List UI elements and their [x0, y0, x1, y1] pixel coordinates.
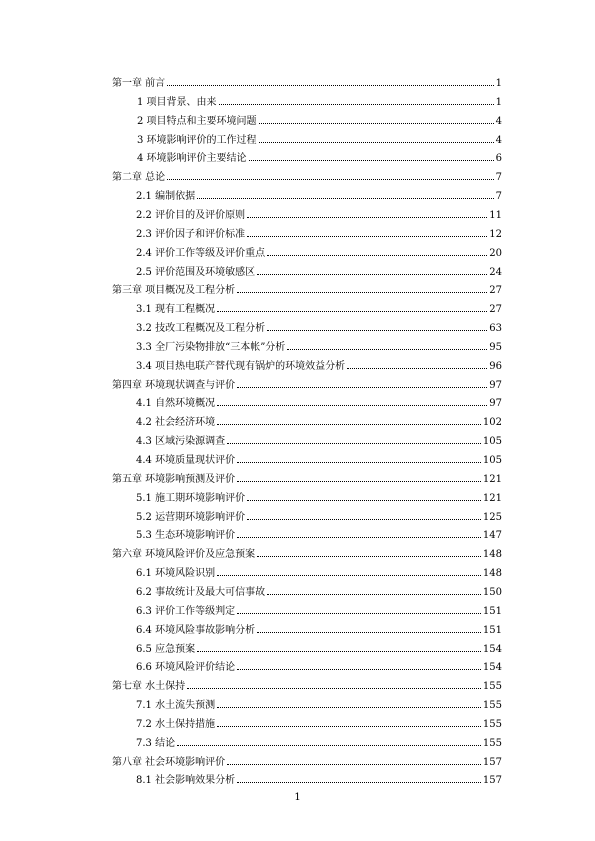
- toc-chapter-entry[interactable]: [112, 752, 502, 769]
- toc-entry-page-number: 6: [495, 153, 502, 165]
- toc-entry-title: 6.2 事故统计及最大可信事故: [136, 586, 266, 598]
- toc-dot-leader: [267, 255, 487, 256]
- toc-section-entry[interactable]: [136, 205, 502, 222]
- toc-entry-title: 2 项目特点和主要环境问题: [137, 115, 257, 127]
- toc-entry-page-number: 96: [489, 360, 502, 372]
- toc-entry-title: 6.6 环境风险评价结论: [136, 662, 236, 674]
- toc-dot-leader: [237, 462, 481, 463]
- toc-section-entry[interactable]: [136, 450, 502, 467]
- toc-entry-title: 3.4 项目热电联产替代现有锅炉的环境效益分析: [136, 360, 346, 372]
- toc-entry-title: 3 环境影响评价的工作过程: [137, 134, 257, 146]
- toc-entry-page-number: 11: [489, 209, 502, 221]
- toc-entry-title: 5.3 生态环境影响评价: [136, 530, 236, 542]
- toc-section-entry[interactable]: [136, 393, 502, 410]
- toc-chapter-entry[interactable]: [112, 544, 502, 561]
- toc-entry-title: 第二章 总论: [112, 172, 166, 184]
- toc-dot-leader: [187, 688, 481, 689]
- toc-entry-page-number: 147: [482, 530, 502, 542]
- toc-dot-leader: [267, 330, 487, 331]
- toc-dot-leader: [247, 217, 487, 218]
- toc-section-entry[interactable]: [136, 488, 502, 505]
- toc-entry-page-number: 12: [489, 228, 502, 240]
- toc-entry-page-number: 150: [482, 586, 502, 598]
- toc-entry-title: 7.3 结论: [136, 737, 176, 749]
- toc-dot-leader: [247, 500, 481, 501]
- toc-dot-leader: [177, 745, 481, 746]
- toc-entry-page-number: 155: [482, 737, 502, 749]
- toc-section-entry[interactable]: [136, 563, 502, 580]
- toc-chapter-entry[interactable]: [112, 280, 502, 297]
- toc-entry-page-number: 148: [482, 549, 502, 561]
- toc-chapter-entry[interactable]: [112, 469, 502, 486]
- toc-entry-page-number: 7: [495, 191, 502, 203]
- toc-section-entry[interactable]: [136, 318, 502, 335]
- toc-entry-title: 2.2 评价目的及评价原则: [136, 209, 246, 221]
- toc-entry-page-number: 155: [482, 718, 502, 730]
- toc-entry-title: 4.3 区域污染源调查: [136, 436, 226, 448]
- toc-section-entry[interactable]: [136, 507, 502, 524]
- toc-dot-leader: [237, 387, 487, 388]
- toc-entry-page-number: 63: [489, 323, 502, 335]
- toc-entry-page-number: 154: [482, 643, 502, 655]
- toc-entry-page-number: 20: [489, 247, 502, 259]
- toc-dot-leader: [197, 651, 481, 652]
- toc-entry-page-number: 4: [495, 134, 502, 146]
- toc-entry-title: 第一章 前言: [112, 78, 166, 89]
- toc-entry-page-number: 157: [482, 775, 502, 787]
- toc-entry-page-number: 121: [482, 492, 502, 504]
- toc-dot-leader: [217, 575, 481, 576]
- toc-dot-leader: [167, 85, 493, 86]
- toc-entry-page-number: 27: [489, 285, 502, 297]
- toc-dot-leader: [257, 556, 481, 557]
- toc-entry-title: 5.1 施工期环境影响评价: [136, 492, 246, 504]
- toc-entry-title: 6.5 应急预案: [136, 643, 196, 655]
- toc-entry-page-number: 148: [482, 568, 502, 580]
- toc-entry-title: 3.2 技改工程概况及工程分析: [136, 323, 266, 335]
- toc-entry-page-number: 151: [482, 605, 502, 617]
- toc-dot-leader: [237, 537, 481, 538]
- toc-dot-leader: [249, 160, 494, 161]
- toc-dot-leader: [167, 179, 493, 180]
- toc-section-entry[interactable]: [136, 262, 502, 279]
- toc-dot-leader: [237, 669, 481, 670]
- toc-entry-page-number: 121: [482, 473, 502, 485]
- toc-entry-page-number: 105: [482, 455, 502, 466]
- toc-entry-title: 6.1 环境风险识别: [136, 568, 216, 580]
- toc-dot-leader: [259, 123, 494, 124]
- toc-dot-leader: [237, 613, 481, 614]
- toc-section-entry[interactable]: [136, 639, 502, 656]
- toc-dot-leader: [259, 142, 494, 143]
- toc-section-entry[interactable]: [137, 111, 502, 128]
- toc-section-entry[interactable]: [136, 299, 502, 316]
- toc-entry-title: 7.1 水土流失预测: [136, 700, 216, 712]
- toc-dot-leader: [257, 274, 487, 275]
- toc-dot-leader: [257, 632, 481, 633]
- toc-section-entry[interactable]: [136, 337, 502, 354]
- toc-chapter-entry[interactable]: [112, 375, 502, 392]
- toc-dot-leader: [347, 368, 487, 369]
- toc-section-entry[interactable]: [136, 243, 502, 260]
- toc-section-entry[interactable]: [136, 714, 502, 731]
- toc-section-entry[interactable]: [136, 224, 502, 241]
- toc-dot-leader: [217, 405, 487, 406]
- toc-entry-page-number: 7: [495, 172, 502, 184]
- toc-section-entry[interactable]: [136, 582, 502, 599]
- toc-entry-title: 8.1 社会影响效果分析: [136, 775, 236, 787]
- toc-entry-title: 第六章 环境风险评价及应急预案: [112, 549, 256, 561]
- page-number: 1: [294, 792, 301, 803]
- toc-section-entry[interactable]: [137, 92, 502, 109]
- toc-entry-page-number: 157: [482, 756, 502, 768]
- toc-dot-leader: [287, 349, 487, 350]
- toc-section-entry[interactable]: [136, 356, 502, 373]
- toc-entry-title: 3.1 现有工程概况: [136, 304, 216, 316]
- toc-dot-leader: [237, 782, 481, 783]
- toc-dot-leader: [217, 424, 481, 425]
- toc-section-entry[interactable]: [136, 525, 502, 542]
- toc-entry-title: 2.1 编制依据: [136, 191, 196, 203]
- toc-chapter-entry[interactable]: [112, 676, 502, 693]
- toc-entry-page-number: 154: [482, 662, 502, 674]
- toc-entry-page-number: 105: [482, 436, 502, 448]
- toc-dot-leader: [237, 292, 487, 293]
- toc-entry-title: 5.2 运营期环境影响评价: [136, 511, 246, 523]
- toc-section-entry[interactable]: [136, 657, 502, 674]
- toc-entry-title: 第五章 环境影响预测及评价: [112, 473, 236, 485]
- toc-entry-title: 4.1 自然环境概况: [136, 398, 216, 410]
- toc-section-entry[interactable]: [137, 130, 502, 147]
- toc-section-entry[interactable]: [136, 186, 502, 203]
- toc-entry-title: 4.4 环境质量现状评价: [136, 455, 236, 466]
- toc-dot-leader: [267, 594, 481, 595]
- toc-section-entry[interactable]: [136, 431, 502, 448]
- toc-dot-leader: [227, 443, 481, 444]
- toc-dot-leader: [219, 104, 494, 105]
- toc-entry-title: 第八章 社会环境影响评价: [112, 756, 226, 768]
- toc-entry-title: 4.2 社会经济环境: [136, 417, 216, 429]
- toc-entry-page-number: 102: [482, 417, 502, 429]
- toc-section-entry[interactable]: [136, 770, 502, 787]
- toc-entry-page-number: 151: [482, 624, 502, 636]
- toc-entry-title: 3.3 全厂污染物排放“三本帐”分析: [136, 341, 286, 353]
- toc-entry-title: 6.4 环境风险事故影响分析: [136, 624, 256, 636]
- toc-entry-title: 2.4 评价工作等级及评价重点: [136, 247, 266, 259]
- toc-entry-page-number: 4: [495, 115, 502, 127]
- toc-dot-leader: [247, 236, 487, 237]
- toc-entry-title: 第三章 项目概况及工程分析: [112, 285, 236, 297]
- toc-section-entry[interactable]: [136, 733, 502, 750]
- toc-dot-leader: [197, 198, 494, 199]
- toc-entry-page-number: 155: [482, 681, 502, 693]
- toc-entry-title: 4 环境影响评价主要结论: [137, 153, 247, 165]
- toc-section-entry[interactable]: [136, 601, 502, 618]
- toc-entry-page-number: 97: [489, 379, 502, 391]
- toc-entry-page-number: 24: [489, 266, 502, 278]
- toc-entry-page-number: 1: [495, 78, 502, 89]
- toc-dot-leader: [217, 707, 481, 708]
- toc-dot-leader: [227, 764, 481, 765]
- toc-entry-title: 1 项目背景、由来: [137, 96, 217, 108]
- toc-section-entry[interactable]: [136, 620, 502, 637]
- toc-section-entry[interactable]: [136, 695, 502, 712]
- toc-chapter-entry[interactable]: [112, 73, 502, 90]
- toc-entry-page-number: 1: [495, 96, 502, 108]
- toc-entry-title: 2.3 评价因子和评价标准: [136, 228, 246, 240]
- toc-dot-leader: [217, 311, 487, 312]
- toc-section-entry[interactable]: [137, 148, 502, 165]
- toc-entry-page-number: 97: [489, 398, 502, 410]
- toc-dot-leader: [217, 726, 481, 727]
- toc-dot-leader: [247, 519, 481, 520]
- toc-section-entry[interactable]: [136, 412, 502, 429]
- toc-entry-title: 2.5 评价范围及环境敏感区: [136, 266, 256, 278]
- toc-entry-page-number: 95: [489, 341, 502, 353]
- toc-entry-page-number: 125: [482, 511, 502, 523]
- toc-entry-page-number: 155: [482, 700, 502, 712]
- toc-dot-leader: [237, 481, 481, 482]
- toc-entry-title: 6.3 评价工作等级判定: [136, 605, 236, 617]
- toc-entry-title: 第七章 水土保持: [112, 681, 186, 693]
- toc-entry-title: 第四章 环境现状调查与评价: [112, 379, 236, 391]
- toc-entry-title: 7.2 水土保持措施: [136, 718, 216, 730]
- toc-chapter-entry[interactable]: [112, 167, 502, 184]
- toc-entry-page-number: 27: [489, 304, 502, 316]
